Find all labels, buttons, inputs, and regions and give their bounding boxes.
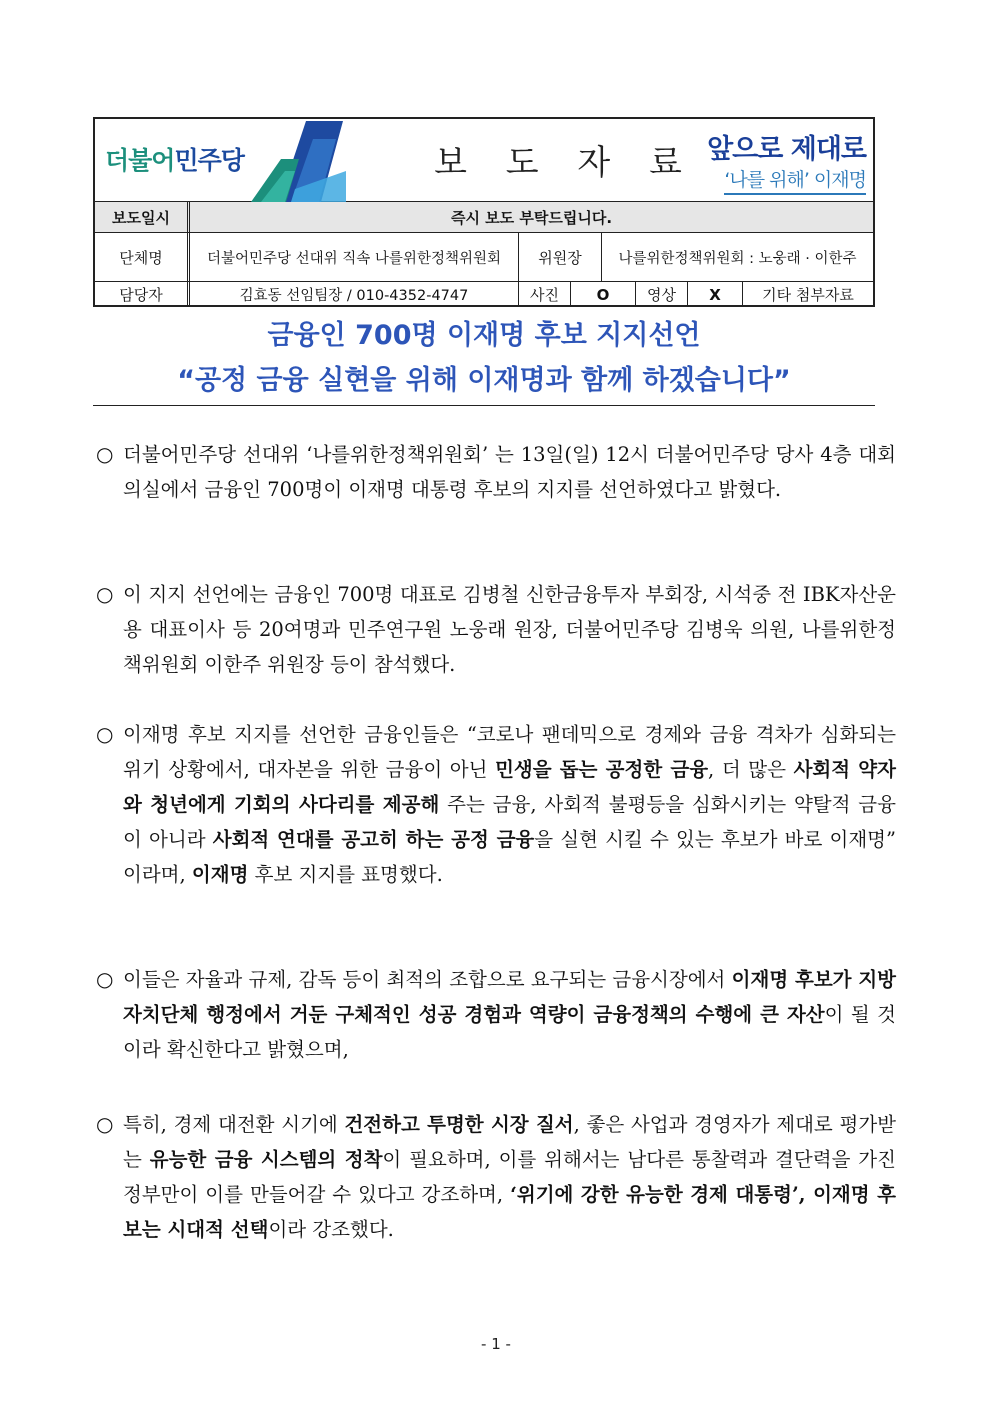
paragraph-5-text [123, 1107, 896, 1247]
chair-label: 위원장 [518, 233, 601, 281]
p4-bold-b: 이재명 후보가 지방자치단체 행정에서 거둔 구체적인 성공 경험과 역량이 금융정책의 수행에 큰 자산 [123, 968, 896, 1026]
headline-divider [93, 405, 875, 406]
press-release-header-table [93, 117, 875, 307]
paragraph-1-text: 더불어민주당 선대위 ‘나를위한정책위원회’ 는 13일(일) 12시 더불어민주당 당사 4층 대회의실에서 금융인 700명이 이재명 대통령 후보의 지지를 선언하였다고 밝혔다. [123, 443, 896, 501]
paragraph-2 [96, 577, 896, 682]
header-banner-row [95, 119, 873, 202]
p3-text-c: , 더 많은 [708, 758, 794, 781]
party-logo-text-1: 더불어 [105, 146, 175, 175]
release-label: 보도일시 [95, 202, 187, 232]
paragraph-4 [96, 962, 896, 1067]
p5-text-e: 이 필요하며, 이를 위해서는 남다른 통찰력과 결단력을 가진 정부만이 이를 만들어갈 수 있다고 강조하며, [123, 1148, 896, 1206]
paragraph-2-text: 이 지지 선언에는 금융인 700명 대표로 김병철 신한금융투자 부회장, 시석중 전 IBK자산운용 대표이사 등 20여명과 민주연구원 노웅래 원장, 더불어민주당 김병욱 의원, 나를위한정책위원회 이한주 위원장 등이 참석했다. [123, 583, 896, 676]
p3-text-g: 을 실현 시킬 수 있는 후보가 바로 이재명” 이라며, [123, 828, 896, 886]
photo-value: O [570, 282, 635, 307]
p3-bold-h: 이재명 [191, 863, 249, 886]
p3-bold-b: 민생을 돕는 공정한 금융 [495, 758, 709, 781]
p5-text-g: 이라 강조했다. [268, 1218, 394, 1241]
p5-bold-b: 건전하고 투명한 시장 질서 [344, 1113, 574, 1136]
bullet-circle-icon: ○ [96, 722, 114, 746]
org-label: 단체명 [119, 248, 163, 267]
page-number: - 1 - [481, 1335, 511, 1353]
paragraph-1 [96, 437, 896, 507]
contact-row [95, 282, 873, 307]
photo-label: 사진 [518, 282, 570, 307]
video-value: X [687, 282, 742, 307]
p5-bold-d: 유능한 금융 시스템의 정착 [149, 1148, 383, 1171]
paragraph-3 [96, 717, 896, 892]
bullet-circle-icon: ○ [96, 1112, 114, 1136]
p3-bold-f: 사회적 연대를 공고히 하는 공정 금융 [212, 828, 535, 851]
headline-line-1: 금융인 700명 이재명 후보 지지선언 [267, 320, 701, 351]
bullet-circle-icon: ○ [96, 967, 114, 991]
p3-text-a: 이재명 후보 지지를 선언한 금융인들은 “코로나 팬데믹으로 경제와 금융 격차가 심화되는 위기 상황에서, 대자본을 위한 금융이 아닌 [123, 723, 896, 781]
bullet-circle-icon: ○ [96, 582, 114, 606]
p4-text-a: 이들은 자율과 규제, 감독 등이 최적의 조합으로 요구되는 금융시장에서 [123, 968, 732, 991]
p5-bold-f: ‘위기에 강한 유능한 경제 대통령’, 이재명 후보는 시대적 선택 [123, 1183, 896, 1241]
slogan-sub: ‘나를 위해’ 이재명 [724, 165, 866, 195]
organization-row [95, 233, 873, 282]
headline-line-2: “공정 금융 실현을 위해 이재명과 함께 하겠습니다” [177, 365, 791, 396]
p3-text-e: 주는 금융, 사회적 불평등을 심화시키는 약탈적 금융이 아니라 [123, 793, 896, 851]
bullet-circle-icon: ○ [96, 442, 114, 466]
release-value: 즉시 보도 부탁드립니다. [187, 202, 873, 232]
party-logo-text-2: 민주당 [174, 146, 244, 175]
party-emblem-icon [251, 119, 346, 202]
contact-value: 김효동 선임팀장 / 010-4352-4747 [187, 282, 518, 307]
etc-attachment-label: 기타 첨부자료 [742, 282, 873, 307]
paragraph-5 [96, 1107, 896, 1247]
press-title: 보 도 자 료 [434, 143, 696, 183]
p3-text-i: 후보 지지를 표명했다. [248, 863, 443, 886]
contact-label: 담당자 [119, 286, 163, 304]
campaign-slogan [689, 125, 869, 197]
slogan-main: 앞으로 제대로 [707, 134, 866, 165]
p5-text-a: 특히, 경제 대전환 시기에 [123, 1113, 345, 1136]
p4-text-c: 이 될 것이라 확신한다고 밝혔으며, [123, 1003, 896, 1061]
paragraph-3-text [123, 717, 896, 892]
party-logo [95, 119, 350, 202]
p3-bold-d: 사회적 약자와 청년에게 기회의 사다리를 제공해 [123, 758, 896, 816]
release-row [95, 202, 873, 233]
p5-text-c: , 좋은 사업과 경영자가 제대로 평가받는 [123, 1113, 896, 1171]
video-label: 영상 [635, 282, 687, 307]
chair-value: 나를위한정책위원회 : 노웅래 · 이한주 [601, 233, 873, 281]
paragraph-4-text [123, 962, 896, 1067]
org-value: 더불어민주당 선대위 직속 나를위한정책위원회 [187, 233, 518, 281]
